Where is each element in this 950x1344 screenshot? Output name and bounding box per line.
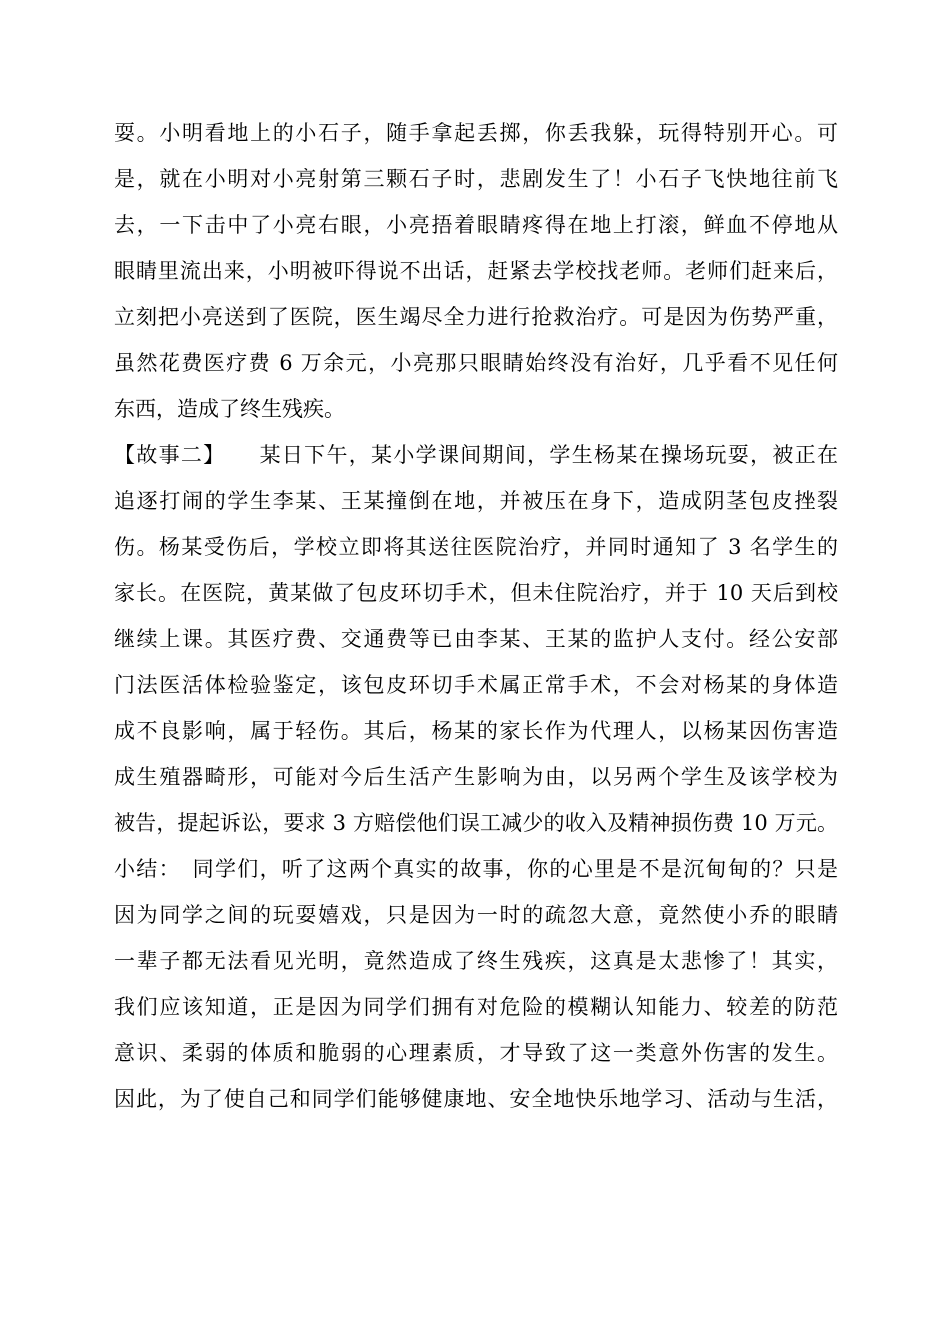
text-line: 因为同学之间的玩耍嬉戏，只是因为一时的疏忽大意，竟然使小乔的眼睛 [114,903,838,927]
summary-heading-line: 小结： 同学们，听了这两个真实的故事，你的心里是不是沉甸甸的？只是 [114,857,838,881]
text-line: 去，一下击中了小亮右眼，小亮捂着眼睛疼得在地上打滚，鲜血不停地从 [114,213,838,237]
text-line: 因此，为了使自己和同学们能够健康地、安全地快乐地学习、活动与生活， [114,1087,838,1111]
text-line: 虽然花费医疗费 6 万余元，小亮那只眼睛始终没有治好，几乎看不见任何 [114,351,838,375]
text-line: 追逐打闹的学生李某、王某撞倒在地，并被压在身下，造成阴茎包皮挫裂 [114,489,838,513]
text-line: 伤。杨某受伤后，学校立即将其送往医院治疗，并同时通知了 3 名学生的 [114,535,838,559]
text-line: 耍。小明看地上的小石子，随手拿起丢掷，你丢我躲，玩得特别开心。可 [114,121,838,145]
text-line: 一辈子都无法看见光明，竟然造成了终生残疾，这真是太悲惨了！其实， [114,949,838,973]
text-line: 成生殖器畸形，可能对今后生活产生影响为由，以另两个学生及该学校为 [114,765,838,789]
text-line: 家长。在医院，黄某做了包皮环切手术，但未住院治疗，并于 10 天后到校 [114,581,838,605]
text-line: 我们应该知道，正是因为同学们拥有对危险的模糊认知能力、较差的防范 [114,995,838,1019]
body-text [114,110,838,1122]
text-line: 被告，提起诉讼，要求 3 方赔偿他们误工减少的收入及精神损伤费 10 万元。 [114,811,838,835]
text-line: 东西，造成了终生残疾。 [114,397,345,421]
story-two-heading-line: 【故事二】 某日下午，某小学课间期间，学生杨某在操场玩耍，被正在 [114,443,838,467]
text-line: 成不良影响，属于轻伤。其后，杨某的家长作为代理人，以杨某因伤害造 [114,719,838,743]
text-line: 立刻把小亮送到了医院，医生竭尽全力进行抢救治疗。可是因为伤势严重， [114,305,838,329]
text-line: 意识、柔弱的体质和脆弱的心理素质，才导致了这一类意外伤害的发生。 [114,1041,838,1065]
text-line: 门法医活体检验鉴定，该包皮环切手术属正常手术，不会对杨某的身体造 [114,673,838,697]
text-line: 是，就在小明对小亮射第三颗石子时，悲剧发生了！小石子飞快地往前飞 [114,167,838,191]
text-line: 眼睛里流出来，小明被吓得说不出话，赶紧去学校找老师。老师们赶来后， [114,259,838,283]
text-line: 继续上课。其医疗费、交通费等已由李某、王某的监护人支付。经公安部 [114,627,838,651]
